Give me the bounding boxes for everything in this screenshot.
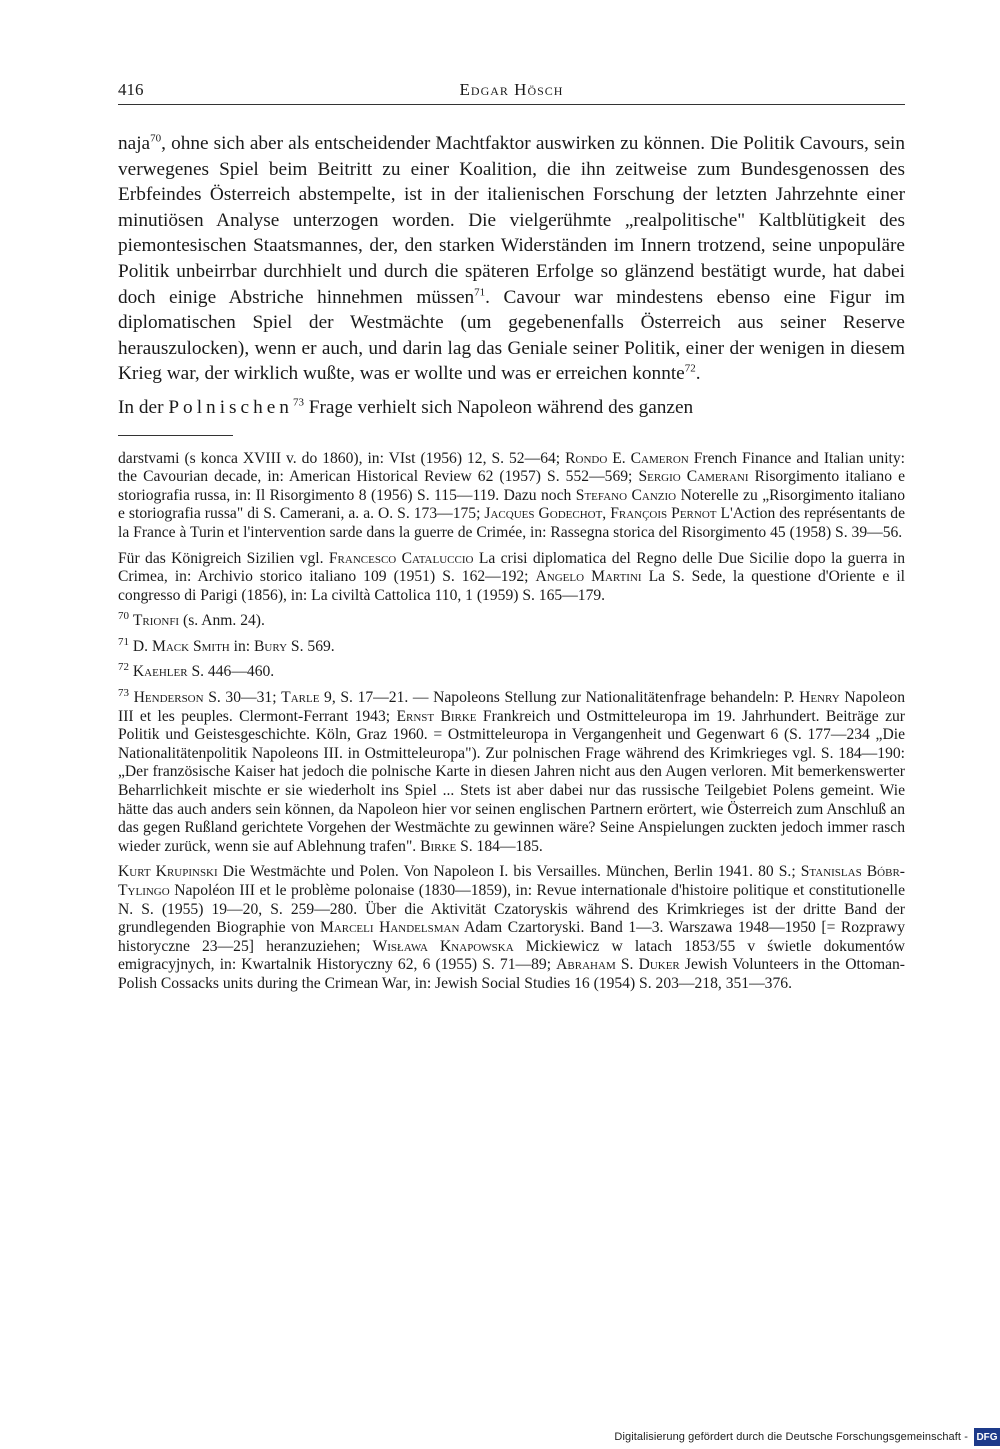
text-run: S. 569. bbox=[287, 637, 335, 655]
text-run: S. 184—185. bbox=[456, 837, 543, 855]
text-run: . bbox=[695, 363, 701, 385]
paragraph-polish-question bbox=[118, 395, 905, 421]
text-run: Frage verhielt sich Napoleon während des ganzen bbox=[303, 396, 694, 418]
text-run: Napoleon III et les peuples. Clermont-Ferrant 1943; bbox=[118, 689, 905, 725]
author-name: Bury bbox=[254, 637, 288, 655]
text-run: S. 446—460. bbox=[187, 663, 275, 681]
author-name: Francesco Cataluccio bbox=[328, 549, 474, 567]
footnote-rule bbox=[118, 435, 233, 436]
text-run: darstvami (s konca XVIII v. do 1860), in: VIst (1956) 12, S. 52—64; bbox=[118, 449, 566, 467]
text-run: L'Action des représentants de la France à Turin et l'intervention sarde dans la guerre de Crimée, in: Rassegna storica del Risorgimento 45 (1958) S. 39—56. bbox=[118, 505, 905, 541]
dfg-logo-icon: DFG bbox=[974, 1428, 1000, 1446]
footnote-72 bbox=[118, 663, 905, 682]
text-run: Risorgimento italiano e storiografia russa, in: Il Risorgimento 8 (1956) S. 115—119. Dazu noch bbox=[118, 468, 906, 504]
text-run: In der bbox=[118, 396, 169, 418]
running-head bbox=[118, 78, 905, 105]
author-name: Kurt Krupinski bbox=[118, 863, 218, 881]
text-run: . Cavour war mindestens ebenso eine Figur im diplomatischen Spiel der Westmächte (um gegebenenfalls Österreich aus seiner Reserve herauszulocken), wenn er auch, und darin lag das Geniale seiner Politik, einer der wenigen in diesem Krieg war, der wirklich wußte, was er wollte und was er erreichen konnte bbox=[118, 286, 905, 385]
text-run: , ohne sich aber als entscheidender Machtfaktor auswirken zu können. Die Politik Cavours, sein verwegenes Spiel beim Beitritt zu einer Koalition, die ihn zeitweise zum Bundesgenossen des Erbfeindes Österreich abstempelte, ist in der italienischen Forschung der letzten Jahrzehnte einer minutiösen Analyse unterzogen worden. Die vielgerühmte „realpolitische" Kaltblütigkeit des piemontesischen Staatsmannes, der, den starken Widerständen im Innern trotzend, seine unpopuläre Politik unbeirrbar durchhielt und durch die späteren Erfolge so glänzend bestätigt wurde, hat dabei doch einige Abstriche hinnehmen müssen bbox=[118, 133, 905, 308]
footnote-70 bbox=[118, 612, 905, 631]
text-run: Jewish Volunteers in the Ottoman-Polish Cossacks units during the Crimean War, in: Jewish Social Studies 16 (1954) S. 203—218, 351—376. bbox=[118, 956, 905, 992]
footnote-krupinski bbox=[118, 863, 905, 993]
author-name: D. Mack Smith bbox=[132, 637, 230, 655]
spaced-word: Polnischen bbox=[168, 396, 293, 418]
text-run: Mickiewicz w latach 1853/55 v świetle dokumentów emigracyjnych, in: Kwartalnik Historyczny 62, 6 (1955) S. 71—89; bbox=[118, 937, 905, 974]
text-run: (s. Anm. 24). bbox=[179, 612, 265, 630]
page-number: 416 bbox=[118, 80, 144, 99]
footnote-number: 73 bbox=[118, 686, 129, 699]
text-run: Die Westmächte und Polen. Von Napoleon I. bis Versailles. München, Berlin 1941. 80 S.; bbox=[217, 863, 801, 881]
author-name: Henry bbox=[799, 689, 840, 707]
text-run: Adam Czartoryski. Band 1—3. Warszawa 1948—1950 [= Rozprawy historyczne 23—25] heranzuziehen; bbox=[118, 919, 905, 955]
footnote-ref-71: 71 bbox=[474, 286, 486, 299]
author-name: Stefano Canzio bbox=[575, 486, 677, 504]
author-name: Marceli Handelsman bbox=[319, 919, 460, 937]
text-run: La crisi diplomatica del Regno delle Due Sicilie dopo la guerra in Crimea, in: Archivio storico italiano 109 (1951) S. 162—192; bbox=[118, 549, 905, 586]
author-name: Stanislas Bóbr-Tylingo bbox=[118, 863, 905, 899]
text-run: Napoléon III et le problème polonaise (1830—1859), in: Revue internationale d'histoire politique et constitutionelle N. S. (1955) 19—20, S. 259—280. Über die Aktivität Czatoryskis während des Krimkrieges ist der dritte Band der grundlegenden Biographie von bbox=[118, 882, 905, 937]
text-run: 9, S. 17—21. — Napoleons Stellung zur Nationalitätenfrage behandeln: P. bbox=[319, 689, 800, 707]
running-head-author: Edgar Hösch bbox=[459, 80, 564, 99]
text-run: Frankreich und Ostmitteleuropa im 19. Jahrhundert. Beiträge zur Politik und Geistesgeschichte. Köln, Graz 1960. = Ostmitteleuropa in Vergangenheit und Gegenwart 6 (S. 177—234 „Die Nationalitätenpolitik Napoleons III. in Ostmitteleuropa"). Zur polnischen Frage während des Krimkrieges vgl. S. 184—190: „Der französische Kaiser hat jedoch die polnische Karte in diesen Jahren nicht aus den Augen verloren. Mit bemerkenswerter Beharrlichkeit mischte er sie wiederholt ins Spiel ... Stets ist aber dabei nur das russische Teilgebiet Polens gemeint. Wie hätte das auch anders sein können, da Napoleon hier vor seinen englischen Partnern erörtert, wie Österreich zum Anschluß an das gegen Rußland gerichtete Vorgehen der Westmächte zu gewinnen wäre? Seine Anspielungen zuckten jedoch immer rasch wieder zurück, wenn sie auf Ablehnung trafen". bbox=[118, 707, 905, 855]
author-name: Sergio Camerani bbox=[638, 468, 749, 486]
author-name: Kaehler bbox=[132, 663, 188, 681]
author-name: Birke bbox=[420, 837, 457, 855]
page bbox=[118, 78, 905, 1001]
footnote-71 bbox=[118, 635, 905, 657]
text-run: S. 30—31; bbox=[203, 689, 282, 707]
author-name: Trionfi bbox=[132, 612, 180, 630]
main-text bbox=[118, 131, 905, 421]
author-name: Jacques Godechot, François Pernot bbox=[484, 505, 717, 523]
footnote-ref-73: 73 bbox=[292, 396, 304, 409]
digitization-footer bbox=[614, 1425, 1000, 1449]
footnote-ref-70: 70 bbox=[150, 132, 162, 145]
text-run: naja bbox=[118, 133, 151, 154]
author-name: Tarle bbox=[281, 689, 320, 707]
author-name: Ernst Birke bbox=[396, 707, 477, 725]
text-run: Für das Königreich Sizilien vgl. bbox=[118, 549, 329, 567]
text-run: La S. Sede, la questione d'Oriente e il congresso di Parigi (1856), in: La civiltà Cattolica 110, 1 (1959) S. 165—179. bbox=[118, 568, 905, 604]
author-name: Wisława Knapowska bbox=[372, 937, 514, 955]
author-name: Abraham S. Duker bbox=[556, 956, 680, 974]
footnote-number: 70 bbox=[118, 610, 129, 623]
text-run: French Finance and Italian unity: the Cavourian decade, in: American Historical Review 62 (1957) S. 552—569; bbox=[118, 449, 906, 486]
footnote-continuation bbox=[118, 450, 905, 543]
footnote-sicily bbox=[118, 550, 905, 606]
footnote-number: 71 bbox=[118, 635, 129, 648]
text-run: in: bbox=[229, 637, 254, 655]
author-name: Rondo E. Cameron bbox=[565, 449, 689, 467]
footnote-number: 72 bbox=[118, 661, 129, 674]
footnote-73 bbox=[118, 686, 905, 856]
footnotes bbox=[118, 450, 905, 994]
author-name: Henderson bbox=[133, 689, 204, 707]
paragraph-cavour bbox=[118, 131, 905, 387]
author-name: Angelo Martini bbox=[535, 568, 642, 586]
footnote-ref-72: 72 bbox=[684, 362, 696, 375]
text-run: Noterelle zu „Risorgimento italiano e storiografia russa" di S. Camerani, a. a. O. S. 173—175; bbox=[118, 486, 905, 523]
footer-credit: Digitalisierung gefördert durch die Deutsche Forschungsgemeinschaft - bbox=[614, 1431, 968, 1443]
